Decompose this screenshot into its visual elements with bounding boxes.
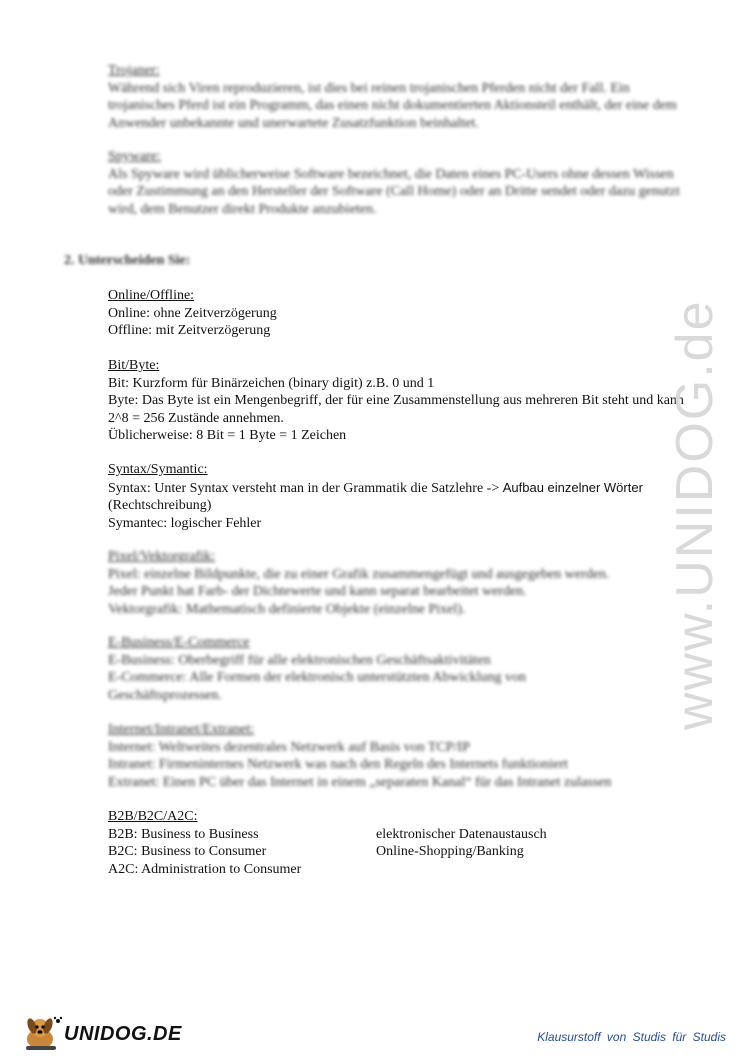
- ebusiness-section: [108, 634, 688, 704]
- b2b-row-right: elektronischer Datenaustausch: [376, 826, 547, 842]
- trojaner-text: Während sich Viren reproduzieren, ist dies bei reinen trojanischen Pferden nicht der Fall. Ein trojanisches Pferd ist ein Programm, das einen nicht dokumentierten Aktionsteil enthält, der eine dem Anwender unbekannte und unerwartete Zusatzfunktion beinhaltet.: [108, 80, 677, 131]
- dog-icon: [20, 1013, 64, 1053]
- b2b-section: [108, 808, 688, 878]
- b2b-title: B2B/B2C/A2C:: [108, 809, 198, 824]
- trojaner-title: Trojaner:: [108, 63, 160, 78]
- ecommerce-line-2: Geschäftsprozessen.: [108, 687, 222, 703]
- online-offline-section: [108, 287, 688, 340]
- b2b-row-left: B2B: Business to Business: [108, 826, 259, 842]
- trojaner-section: [108, 62, 688, 132]
- internet-line: Internet: Weltweites dezentrales Netzwerk auf Basis von TCP/IP: [108, 739, 470, 755]
- bit-byte-title: Bit/Byte:: [108, 358, 160, 373]
- offline-line: Offline: mit Zeitverzögerung: [108, 323, 271, 338]
- vektor-line: Vektorgrafik: Mathematisch definierte Objekte (einzelne Pixel).: [108, 601, 466, 617]
- online-line: Online: ohne Zeitverzögerung: [108, 305, 277, 321]
- footer-tagline: Klausurstoff von Studis für Studis: [537, 1030, 726, 1044]
- syntax-line: [108, 479, 688, 498]
- section-heading: 2. Unterscheiden Sie:: [64, 253, 191, 268]
- ebusiness-title: E-Business/E-Commerce: [108, 635, 250, 650]
- intranet-line: Intranet: Firmeninternes Netzwerk was nach den Regeln des Internets funktioniert: [108, 757, 568, 772]
- spyware-section: [108, 148, 688, 218]
- internet-title: Internet/Intranet/Extranet:: [108, 722, 255, 737]
- bit-byte-section: [108, 357, 688, 445]
- watermark-text: www.UNIDOG.de: [666, 299, 724, 730]
- table-row: [108, 843, 688, 861]
- spyware-title: Spyware:: [108, 149, 161, 164]
- ebusiness-line: E-Business: Oberbegriff für alle elektronischen Geschäftsaktivitäten: [108, 652, 491, 668]
- b2c-row-left: B2C: Business to Consumer: [108, 844, 267, 859]
- extranet-line: Extranet: Einen PC über das Internet in einem „separaten Kanal“ für das Intranet zulassen: [108, 774, 612, 790]
- table-row: [108, 826, 688, 844]
- syntax-line-main: Syntax: Unter Syntax versteht man in der Grammatik die Satzlehre ->: [108, 480, 503, 496]
- syntax-section: [108, 461, 688, 532]
- pixel-line: Pixel: einzelne Bildpunkte, die zu einer Grafik zusammengefügt und ausgegeben werden.: [108, 566, 610, 582]
- b2c-row-right: Online-Shopping/Banking: [376, 844, 524, 859]
- table-row: [108, 861, 688, 879]
- online-offline-title: Online/Offline:: [108, 288, 195, 303]
- spyware-text: Als Spyware wird üblicherweise Software bezeichnet, die Daten eines PC-Users ohne dessen Wissen oder Zustimmung an den Hersteller der Software (Call Home) oder an Dritte sendet oder dazu genutzt wird, dem Benutzer direkt Produkte anzubieten.: [108, 166, 680, 217]
- syntax-title: Syntax/Symantic:: [108, 462, 208, 477]
- unidog-logo[interactable]: [20, 1013, 180, 1053]
- logo-text: UNIDOG.DE: [64, 1023, 182, 1045]
- pixel-section: [108, 548, 688, 618]
- pixel-title: Pixel/Vektorgrafik:: [108, 549, 216, 564]
- bit-byte-usual-line: Üblicherweise: 8 Bit = 1 Byte = 1 Zeichen: [108, 428, 347, 443]
- symantec-line: Symantec: logischer Fehler: [108, 515, 262, 531]
- pixel-line-2: Jeder Punkt hat Farb- der Dichtewerte und kann separat bearbeitet werden.: [108, 584, 527, 599]
- internet-section: [108, 721, 688, 791]
- syntax-line-sans: Aufbau einzelner Wörter: [502, 479, 643, 495]
- bit-line: Bit: Kurzform für Binärzeichen (binary digit) z.B. 0 und 1: [108, 375, 435, 391]
- byte-line: Byte: Das Byte ist ein Mengenbegriff, der für eine Zusammenstellung aus mehreren Bit steht und kann 2^8 = 256 Zustände annehmen.: [108, 393, 684, 426]
- ecommerce-line: E-Commerce: Alle Formen der elektronisch unterstützten Abwicklung von: [108, 670, 526, 685]
- syntax-rechtschreibung: (Rechtschreibung): [108, 498, 212, 513]
- a2c-row-left: A2C: Administration to Consumer: [108, 861, 302, 877]
